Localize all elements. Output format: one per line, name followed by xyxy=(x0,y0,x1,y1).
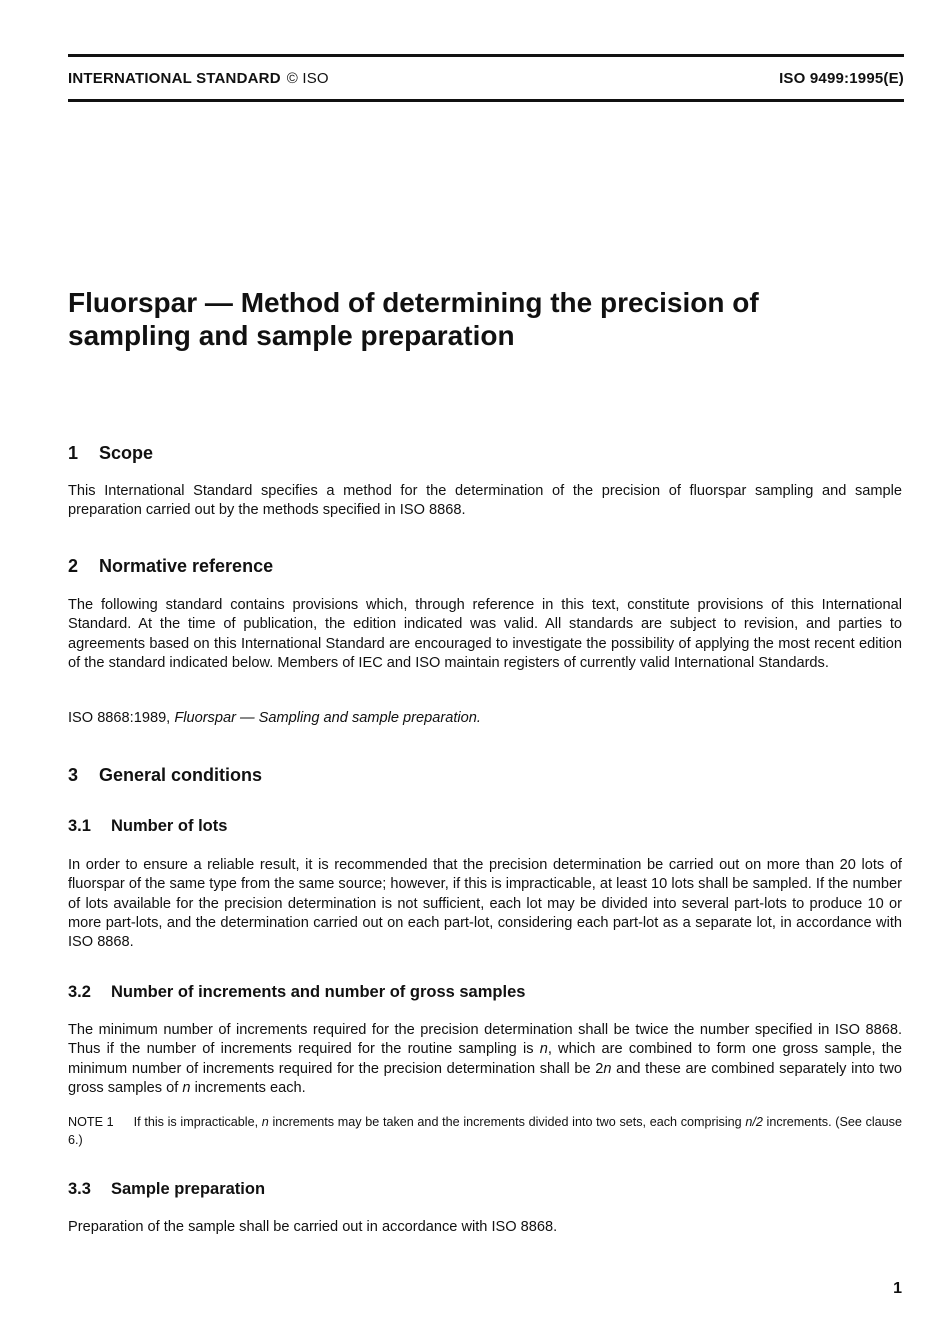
scope-paragraph: This International Standard specifies a method for the determination of the precision of fluorspar sampling and sample preparation carried out by the methods specified in ISO 8868. xyxy=(68,483,902,519)
note-1 xyxy=(68,1113,902,1149)
section-normative-heading xyxy=(68,556,273,577)
section-number: 2 xyxy=(68,556,79,576)
subsection-lots-heading xyxy=(68,817,227,836)
variable-n: n xyxy=(603,1060,612,1077)
page-number: 1 xyxy=(893,1280,902,1297)
text-run: and these are combined separately into two gross samples of xyxy=(68,1060,902,1096)
variable-n: n xyxy=(182,1079,191,1096)
variable-n: n xyxy=(261,1115,269,1129)
subsection-number: 3.1 xyxy=(68,817,91,835)
subsection-number: 3.2 xyxy=(68,983,91,1001)
header-left xyxy=(68,70,329,87)
section-number: 3 xyxy=(68,765,79,785)
text-run: If this is impracticable, xyxy=(133,1115,259,1129)
note-label: NOTE 1 xyxy=(68,1115,114,1129)
header-copyright: © ISO xyxy=(286,70,329,87)
title-line-1: Fluorspar — Method of determining the precision of xyxy=(68,287,759,318)
section-general-heading xyxy=(68,765,262,786)
document-title xyxy=(68,286,904,352)
section-title: Scope xyxy=(99,443,154,463)
header-bottom-rule xyxy=(68,99,904,102)
text-run: increments each. xyxy=(194,1079,306,1096)
increments-paragraph xyxy=(68,1021,902,1098)
section-scope-heading xyxy=(68,443,153,464)
normative-reference-entry xyxy=(68,709,902,728)
header-standard-number: ISO 9499:1995(E) xyxy=(779,70,904,87)
title-line-2: sampling and sample preparation xyxy=(68,320,515,351)
subsection-number: 3.3 xyxy=(68,1180,91,1198)
subsection-title: Number of increments and number of gross samples xyxy=(111,983,526,1001)
reference-title: Fluorspar — Sampling and sample preparation. xyxy=(174,710,481,726)
text-run: increments may be taken and the increments divided into two sets, each comprising xyxy=(272,1115,742,1129)
text-run: , which are combined to form one gross sample, the minimum number of increments required for the precision determination shall be 2 xyxy=(68,1041,902,1077)
section-title: General conditions xyxy=(99,765,263,785)
text-run: The minimum number of increments required for the precision determination shall be twice the number specified in ISO 8868. Thus if the number of increments required for the routine sampling is xyxy=(68,1022,902,1058)
section-number: 1 xyxy=(68,443,79,463)
subsection-increments-heading xyxy=(68,983,525,1002)
variable-n-half: n/2 xyxy=(745,1115,763,1129)
reference-code: ISO 8868:1989, xyxy=(68,710,171,726)
subsection-title: Sample preparation xyxy=(111,1180,266,1198)
lots-paragraph: In order to ensure a reliable result, it is recommended that the precision determination be carried out on more than 20 lots of fluorspar of the same type from the same source; however, if this is impracticable, at least 10 lots shall be sampled. If the number of lots available for the precision determination is not sufficient, each lot may be divided into several part-lots to produce 10 or more part-lots, and the determination carried out on each part-lot, considering each part-lot as a separate lot, in accordance with ISO 8868. xyxy=(68,857,902,951)
text-run: increments. (See clause 6.) xyxy=(68,1115,902,1147)
section-title: Normative reference xyxy=(99,556,274,576)
prep-paragraph: Preparation of the sample shall be carried out in accordance with ISO 8868. xyxy=(68,1219,558,1235)
header-top-rule xyxy=(68,54,904,57)
header-standard-label: INTERNATIONAL STANDARD xyxy=(68,70,281,87)
subsection-title: Number of lots xyxy=(111,817,228,835)
normative-paragraph: The following standard contains provisions which, through reference in this text, constitute provisions of this International Standard. At the time of publication, the edition indicated was valid. All standards are subject to revision, and parties to agreements based on this International Standard are encouraged to investigate the possibility of applying the most recent edition of the standard indicated below. Members of IEC and ISO maintain registers of currently valid International Standards. xyxy=(68,597,902,671)
subsection-prep-heading xyxy=(68,1180,265,1199)
variable-n: n xyxy=(539,1041,548,1058)
